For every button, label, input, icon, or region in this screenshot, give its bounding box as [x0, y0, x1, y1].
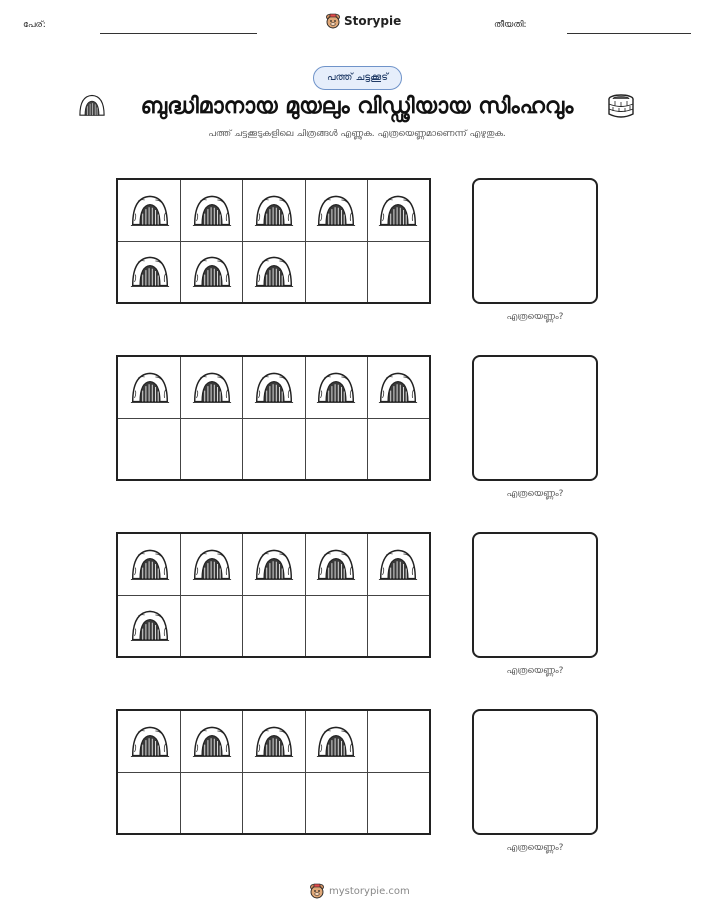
ten-frame-cell	[242, 418, 305, 481]
how-many-question: എത്രയെണ്ണം?	[506, 843, 564, 853]
ten-frame-cell	[367, 711, 430, 774]
ten-frame-cell	[305, 772, 368, 835]
cave-icon	[130, 193, 170, 231]
instructions: പത്ത് ചട്ടക്കൂടുകളിലെ ചിത്രങ്ങൾ എണ്ണുക. എത്രയെണ്ണമാണെന്ന് എഴുതുക.	[208, 129, 506, 139]
how-many-question: എത്രയെണ്ണം?	[506, 312, 564, 322]
cave-icon	[192, 370, 232, 408]
ten-frame-cell	[242, 357, 305, 420]
cave-icon	[316, 547, 356, 585]
ten-frame-cell	[305, 711, 368, 774]
ten-frame	[116, 355, 431, 481]
ten-frame-cell	[180, 241, 243, 304]
storypie-logo	[325, 13, 401, 29]
how-many-question: എത്രയെണ്ണം?	[506, 489, 564, 499]
well-icon	[606, 93, 636, 119]
ten-frame-cell	[180, 711, 243, 774]
ten-frame-cell	[305, 241, 368, 304]
cave-icon	[192, 724, 232, 762]
bear-mascot-icon	[325, 13, 341, 29]
ten-frame-cell	[180, 180, 243, 243]
ten-frame-cell	[180, 534, 243, 597]
ten-frame-cell	[242, 241, 305, 304]
ten-frame-cell	[367, 357, 430, 420]
ten-frame-cell	[118, 772, 181, 835]
cave-icon	[378, 193, 418, 231]
ten-frame-cell	[118, 418, 181, 481]
ten-frame-cell	[118, 534, 181, 597]
ten-frame-cell	[305, 357, 368, 420]
answer-box[interactable]	[472, 355, 598, 481]
date-label: തീയതി:	[494, 20, 527, 30]
ten-frame-cell	[180, 357, 243, 420]
ten-frame	[116, 178, 431, 304]
cave-icon	[192, 193, 232, 231]
ten-frame-cell	[118, 595, 181, 658]
ten-frame-cell	[367, 595, 430, 658]
bear-mascot-icon	[309, 883, 325, 899]
how-many-question: എത്രയെണ്ണം?	[506, 666, 564, 676]
cave-icon	[254, 254, 294, 292]
ten-frame	[116, 532, 431, 658]
cave-icon	[316, 724, 356, 762]
cave-icon	[130, 724, 170, 762]
ten-frame	[116, 709, 431, 835]
ten-frame-cell	[118, 357, 181, 420]
cave-icon	[316, 370, 356, 408]
answer-box[interactable]	[472, 532, 598, 658]
ten-frame-cell	[180, 418, 243, 481]
brand-name: Storypie	[344, 14, 402, 28]
cave-icon	[78, 93, 106, 117]
date-line	[567, 33, 691, 34]
ten-frame-cell	[242, 711, 305, 774]
worksheet-type-badge: പത്ത് ചട്ടക്കൂട്	[313, 66, 402, 90]
ten-frame-cell	[367, 534, 430, 597]
cave-icon	[130, 608, 170, 646]
ten-frame-cell	[367, 180, 430, 243]
ten-frame-cell	[305, 595, 368, 658]
cave-icon	[254, 547, 294, 585]
ten-frame-cell	[367, 241, 430, 304]
ten-frame-cell	[367, 418, 430, 481]
cave-icon	[378, 370, 418, 408]
ten-frame-cell	[118, 241, 181, 304]
name-label: പേര്:	[23, 20, 46, 30]
ten-frame-cell	[305, 534, 368, 597]
cave-icon	[192, 254, 232, 292]
cave-icon	[130, 370, 170, 408]
ten-frame-cell	[180, 772, 243, 835]
cave-icon	[130, 254, 170, 292]
answer-box[interactable]	[472, 178, 598, 304]
footer	[309, 883, 410, 899]
worksheet-title: ബുദ്ധിമാനായ മുയലും വിഡ്ഢിയായ സിംഹവും	[140, 94, 574, 119]
cave-icon	[254, 724, 294, 762]
ten-frame-cell	[242, 772, 305, 835]
ten-frame-cell	[180, 595, 243, 658]
ten-frame-cell	[242, 180, 305, 243]
ten-frame-cell	[367, 772, 430, 835]
ten-frame-cell	[118, 180, 181, 243]
name-line	[100, 33, 257, 34]
cave-icon	[130, 547, 170, 585]
cave-icon	[192, 547, 232, 585]
cave-icon	[316, 193, 356, 231]
cave-icon	[254, 370, 294, 408]
ten-frame-cell	[242, 595, 305, 658]
footer-url: mystorypie.com	[329, 885, 410, 897]
ten-frame-cell	[242, 534, 305, 597]
answer-box[interactable]	[472, 709, 598, 835]
cave-icon	[378, 547, 418, 585]
worksheet-header	[0, 0, 714, 44]
cave-icon	[254, 193, 294, 231]
ten-frame-cell	[305, 418, 368, 481]
ten-frame-cell	[305, 180, 368, 243]
ten-frame-cell	[118, 711, 181, 774]
